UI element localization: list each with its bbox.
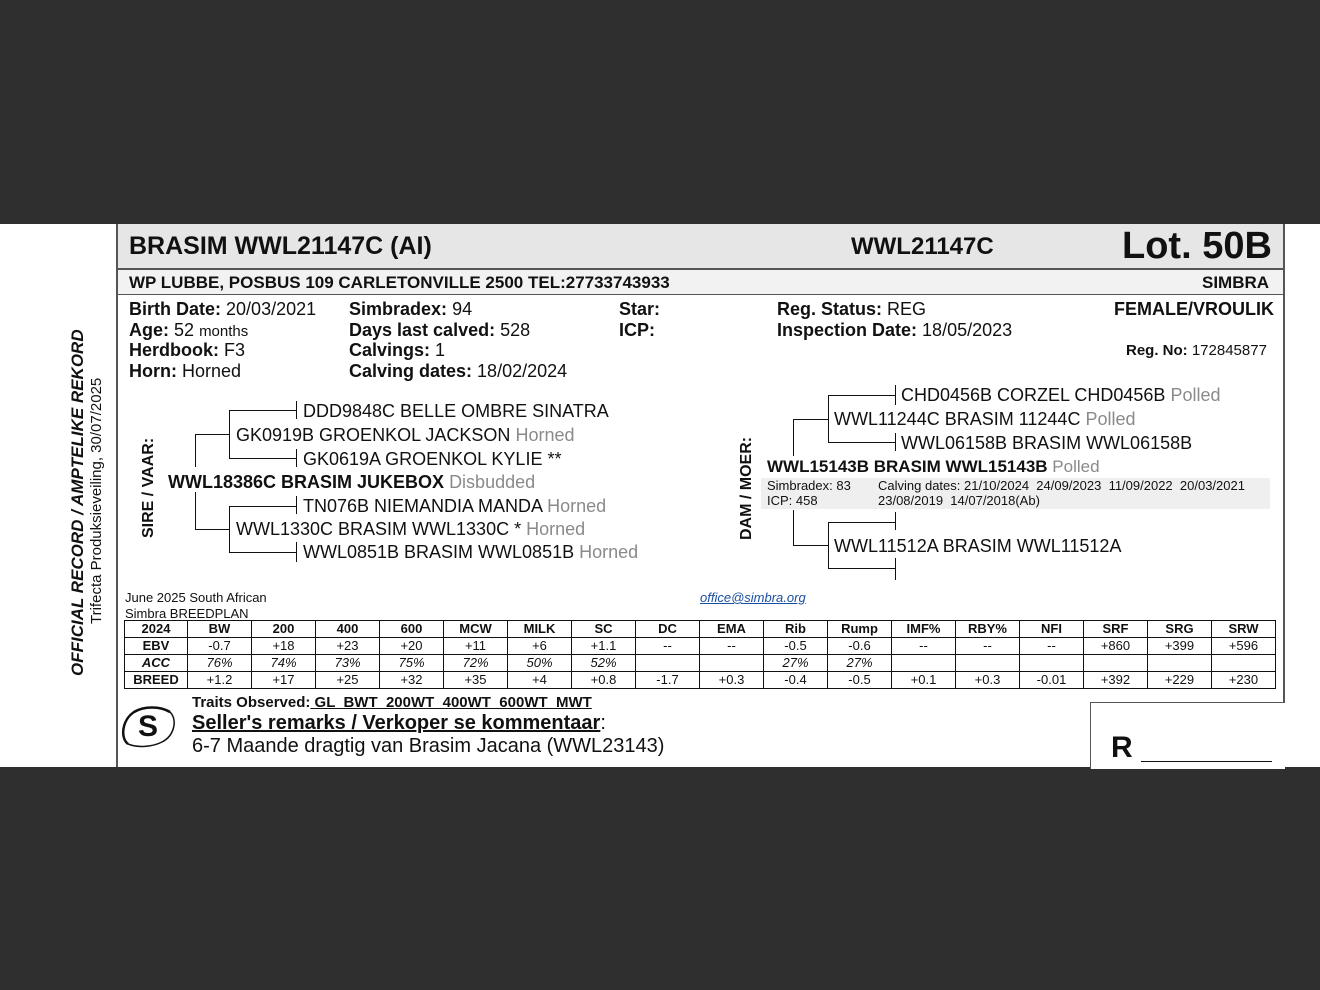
official-record-label: OFFICIAL RECORD / AMPTELIKE REKORD xyxy=(68,329,87,676)
tree-line xyxy=(296,542,297,562)
table-cell: MILK xyxy=(508,621,572,638)
herdbook: Herdbook: F3 xyxy=(129,340,246,360)
lot-card xyxy=(0,224,1320,767)
table-cell: 50% xyxy=(508,655,572,672)
sire-dam-sire: TN076B NIEMANDIA MANDA Horned xyxy=(303,496,607,516)
calving-dates: Calving dates: 18/02/2024 xyxy=(349,361,568,381)
table-cell: SRF xyxy=(1084,621,1148,638)
table-cell: +399 xyxy=(1148,638,1212,655)
tree-line xyxy=(229,410,297,411)
table-cell: 74% xyxy=(252,655,316,672)
table-cell: +20 xyxy=(380,638,444,655)
dam-dam: WWL11512A BRASIM WWL11512A xyxy=(834,536,1122,556)
email-link[interactable]: office@simbra.org xyxy=(700,590,806,605)
table-row-breed xyxy=(125,672,1276,689)
frame-left xyxy=(116,224,118,767)
tree-line xyxy=(229,458,297,459)
table-cell: +17 xyxy=(252,672,316,689)
tree-line xyxy=(229,506,297,507)
table-cell: +0.3 xyxy=(956,672,1020,689)
traits-observed: Traits Observed: GL BWT 200WT 400WT 600WT MWT xyxy=(192,694,592,711)
sire-dam: WWL1330C BRASIM WWL1330C * Horned xyxy=(236,519,586,539)
table-cell: +860 xyxy=(1084,638,1148,655)
tree-line xyxy=(229,506,230,552)
table-cell: EMA xyxy=(700,621,764,638)
table-cell xyxy=(1020,655,1084,672)
table-cell: Rib xyxy=(764,621,828,638)
tree-line xyxy=(895,433,896,451)
table-cell: EBV xyxy=(125,638,188,655)
table-cell: 75% xyxy=(380,655,444,672)
table-cell xyxy=(1084,655,1148,672)
table-cell: 73% xyxy=(316,655,380,672)
frame-right xyxy=(1283,224,1285,704)
tree-line xyxy=(195,492,196,529)
tree-line xyxy=(828,522,896,523)
table-cell: -0.01 xyxy=(1020,672,1084,689)
table-cell: 27% xyxy=(828,655,892,672)
logo-letter: S xyxy=(137,710,159,743)
table-row-acc xyxy=(125,655,1276,672)
table-cell: 27% xyxy=(764,655,828,672)
r-box xyxy=(1090,702,1285,769)
tree-line xyxy=(195,529,230,530)
table-cell: +18 xyxy=(252,638,316,655)
table-cell: +1.2 xyxy=(188,672,252,689)
table-cell: DC xyxy=(636,621,700,638)
table-cell: -- xyxy=(956,638,1020,655)
table-header-row xyxy=(125,621,1276,638)
table-cell: SC xyxy=(572,621,636,638)
sire-sire: GK0919B GROENKOL JACKSON Horned xyxy=(236,425,575,445)
reg-status: Reg. Status: REG xyxy=(777,299,927,319)
tree-line xyxy=(793,510,794,545)
table-cell: +25 xyxy=(316,672,380,689)
tree-line xyxy=(296,401,297,419)
table-cell xyxy=(700,655,764,672)
table-cell: ACC xyxy=(125,655,188,672)
tree-line xyxy=(828,395,896,396)
reg-number: Reg. No: 172845877 xyxy=(1126,342,1267,359)
table-cell: 52% xyxy=(572,655,636,672)
table-cell: BW xyxy=(188,621,252,638)
dam-sire-sire: CHD0456B CORZEL CHD0456B Polled xyxy=(901,385,1221,405)
table-cell: -- xyxy=(1020,638,1084,655)
simbradex: Simbradex: 94 xyxy=(349,299,473,319)
table-cell: 200 xyxy=(252,621,316,638)
table-cell: IMF% xyxy=(892,621,956,638)
table-cell: -- xyxy=(636,638,700,655)
dam-icp: ICP: 458 xyxy=(767,493,818,508)
table-cell: -0.4 xyxy=(764,672,828,689)
tree-line xyxy=(895,385,896,405)
table-cell: +1.1 xyxy=(572,638,636,655)
table-cell: BREED xyxy=(125,672,188,689)
table-cell: -0.6 xyxy=(828,638,892,655)
tree-line xyxy=(828,395,829,442)
table-cell: SRW xyxy=(1212,621,1276,638)
ebv-table xyxy=(124,620,1276,689)
table-cell: -0.7 xyxy=(188,638,252,655)
table-cell: SRG xyxy=(1148,621,1212,638)
tree-line xyxy=(828,442,896,443)
table-cell: RBY% xyxy=(956,621,1020,638)
table-cell: MCW xyxy=(444,621,508,638)
tree-line xyxy=(793,419,794,456)
table-cell: +392 xyxy=(1084,672,1148,689)
age: Age: 52 months xyxy=(129,320,249,340)
horn-status: Horn: Horned xyxy=(129,361,242,381)
dam-simbradex: Simbradex: 83 xyxy=(767,478,851,493)
table-cell: 76% xyxy=(188,655,252,672)
tree-line xyxy=(793,419,828,420)
tree-line xyxy=(895,512,896,530)
table-cell xyxy=(636,655,700,672)
tree-line xyxy=(828,522,829,568)
table-cell xyxy=(892,655,956,672)
birth-date: Birth Date: 20/03/2021 xyxy=(129,299,317,319)
tree-line xyxy=(296,496,297,514)
sex: FEMALE/VROULIK xyxy=(1114,299,1274,319)
breeder-address: WP LUBBE, POSBUS 109 CARLETONVILLE 2500 TEL:27733743933 xyxy=(129,273,670,292)
table-cell: +0.1 xyxy=(892,672,956,689)
tree-line xyxy=(793,545,828,546)
tree-line xyxy=(828,568,896,569)
table-cell: +596 xyxy=(1212,638,1276,655)
remarks-text: 6-7 Maande dragtig van Brasim Jacana (WWL23143) xyxy=(192,735,665,757)
dam-calving-dates: Calving dates: 21/10/2024 24/09/2023 11/09/2022 20/03/2021 xyxy=(878,478,1245,493)
animal-name: BRASIM WWL21147C (AI) xyxy=(129,232,432,260)
star-label: Star: xyxy=(619,299,661,319)
table-cell: 72% xyxy=(444,655,508,672)
table-cell: +229 xyxy=(1148,672,1212,689)
r-signature-line[interactable] xyxy=(1141,761,1272,762)
table-cell xyxy=(956,655,1020,672)
breed-name: SIMBRA xyxy=(1202,273,1270,292)
table-cell: 600 xyxy=(380,621,444,638)
dam-label: DAM / MOER: xyxy=(738,436,755,540)
table-row-ebv xyxy=(125,638,1276,655)
table-cell: +0.8 xyxy=(572,672,636,689)
dam-sire: WWL11244C BRASIM 11244C Polled xyxy=(834,409,1136,429)
sire-sire-dam: GK0619A GROENKOL KYLIE ** xyxy=(303,449,562,469)
icp-label: ICP: xyxy=(619,320,655,340)
dam-calving-dates-2: 23/08/2019 14/07/2018(Ab) xyxy=(878,493,1040,508)
breedplan-line1: June 2025 South African xyxy=(125,590,267,605)
r-label: R xyxy=(1111,731,1133,764)
sire-sire-sire: DDD9848C BELLE OMBRE SINATRA xyxy=(303,401,609,421)
table-cell: Rump xyxy=(828,621,892,638)
table-cell: -0.5 xyxy=(828,672,892,689)
dam-name: WWL15143B BRASIM WWL15143B Polled xyxy=(767,457,1100,476)
table-cell: -- xyxy=(700,638,764,655)
table-cell: +32 xyxy=(380,672,444,689)
tree-line xyxy=(195,434,196,467)
table-cell: -1.7 xyxy=(636,672,700,689)
table-cell: +0.3 xyxy=(700,672,764,689)
inspection-date: Inspection Date: 18/05/2023 xyxy=(777,320,1013,340)
calvings: Calvings: 1 xyxy=(349,340,446,360)
table-cell: +23 xyxy=(316,638,380,655)
table-cell xyxy=(1212,655,1276,672)
tree-line xyxy=(296,449,297,467)
table-cell: -- xyxy=(892,638,956,655)
table-cell: +230 xyxy=(1212,672,1276,689)
sire-label: SIRE / VAAR: xyxy=(140,437,157,538)
breedplan-line2: Simbra BREEDPLAN xyxy=(125,606,249,621)
table-cell: NFI xyxy=(1020,621,1084,638)
table-cell: +11 xyxy=(444,638,508,655)
dam-sire-dam: WWL06158B BRASIM WWL06158B xyxy=(901,433,1193,453)
simbra-logo xyxy=(120,702,176,752)
table-cell: +35 xyxy=(444,672,508,689)
table-cell xyxy=(1148,655,1212,672)
table-cell: +6 xyxy=(508,638,572,655)
tree-line xyxy=(895,558,896,580)
table-cell: 2024 xyxy=(125,621,188,638)
sale-label: Trifecta Produksieveiling, 30/07/2025 xyxy=(88,377,105,624)
remarks-heading: Seller's remarks / Verkoper se kommentaar: xyxy=(192,712,606,734)
sire-dam-dam: WWL0851B BRASIM WWL0851B Horned xyxy=(303,542,639,562)
animal-id: WWL21147C xyxy=(851,233,994,260)
lot-number: Lot. 50B xyxy=(1122,225,1272,267)
table-cell: -0.5 xyxy=(764,638,828,655)
days-last-calved: Days last calved: 528 xyxy=(349,320,531,340)
sire-name: WWL18386C BRASIM JUKEBOX Disbudded xyxy=(168,472,536,492)
table-cell: +4 xyxy=(508,672,572,689)
tree-line xyxy=(195,434,230,435)
tree-line xyxy=(229,552,297,553)
table-cell: 400 xyxy=(316,621,380,638)
